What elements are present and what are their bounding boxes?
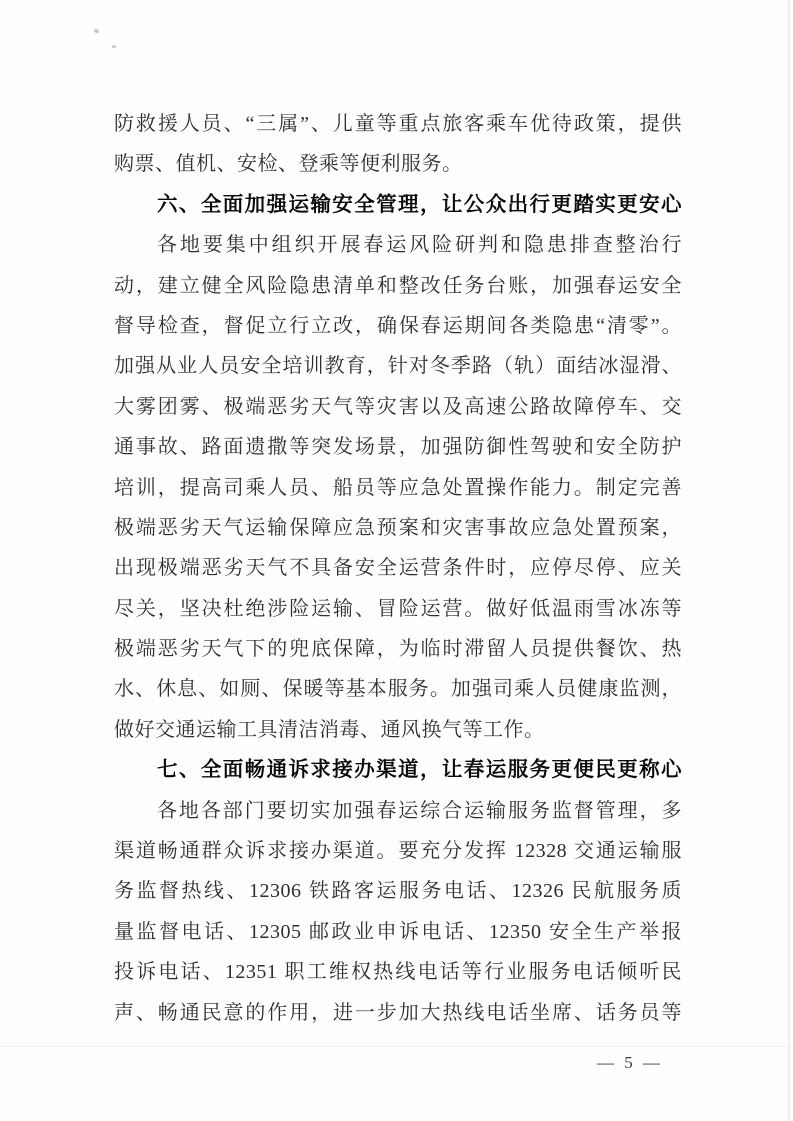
paragraph-line: 各地要集中组织开展春运风险研判和隐患排查整治行: [157, 234, 682, 257]
paragraph-line: 防救援人员、“三属”、儿童等重点旅客乘车优待政策，提供: [114, 113, 682, 135]
page-number: — 5 —: [597, 1053, 663, 1072]
paragraph-line: 大雾团雾、极端恶劣天气等灾害以及高速公路故障停车、交: [114, 395, 682, 418]
paragraph-line: 各地各部门要切实加强春运综合运输服务监督管理，多: [157, 799, 682, 822]
paragraph-line: 做好交通运输工具清洁消毒、通风换气等工作。: [114, 718, 545, 741]
paragraph-line: 购票、值机、安检、登乘等便利服务。: [114, 153, 463, 176]
paragraph-line: 极端恶劣天气运输保障应急预案和灾害事故应急处置预案，: [114, 516, 682, 539]
paragraph-line: 渠道畅通群众诉求接办渠道。要充分发挥 12328 交通运输服: [114, 840, 682, 863]
scan-artifact-right-edge: [788, 0, 790, 1121]
paragraph-line: 务监督热线、12306 铁路客运服务电话、12326 民航服务质: [114, 880, 682, 903]
paragraph-line: 极端恶劣天气下的兜底保障，为临时滞留人员提供餐饮、热: [114, 638, 682, 661]
paragraph-line: 声、畅通民意的作用，进一步加大热线电话坐席、话务员等: [114, 1001, 682, 1024]
paragraph-line: 出现极端恶劣天气不具备安全运营条件时，应停尽停、应关: [114, 557, 682, 580]
paragraph-line: 水、休息、如厕、保暖等基本服务。加强司乘人员健康监测，: [114, 678, 682, 701]
paragraph-line: 督导检查，督促立行立改，确保春运期间各类隐患“清零”。: [114, 314, 682, 337]
section-heading: 六、全面加强运输安全管理，让公众出行更踏实更安心: [157, 192, 682, 216]
scan-artifact-bottom-streak: [0, 1046, 793, 1047]
section-heading: 七、全面畅通诉求接办渠道，让春运服务更便民更称心: [157, 758, 682, 782]
scan-speck: [112, 45, 117, 49]
document-text: [114, 104, 682, 1033]
paragraph-line: 动，建立健全风险隐患清单和整改任务台账，加强春运安全: [114, 274, 682, 297]
paragraph-line: 培训，提高司乘人员、船员等应急处置操作能力。制定完善: [114, 476, 682, 499]
paragraph-line: 量监督电话、12305 邮政业申诉电话、12350 安全生产举报: [114, 920, 682, 943]
scan-speck: [93, 28, 99, 33]
paragraph-line: 加强从业人员安全培训教育，针对冬季路（轨）面结冰湿滑、: [114, 355, 682, 378]
paragraph-line: 投诉电话、12351 职工维权热线电话等行业服务电话倾听民: [114, 961, 682, 984]
paragraph-line: 尽关，坚决杜绝涉险运输、冒险运营。做好低温雨雪冰冻等: [114, 597, 682, 620]
paragraph-line: 通事故、路面遗撒等突发场景，加强防御性驾驶和安全防护: [114, 436, 682, 459]
